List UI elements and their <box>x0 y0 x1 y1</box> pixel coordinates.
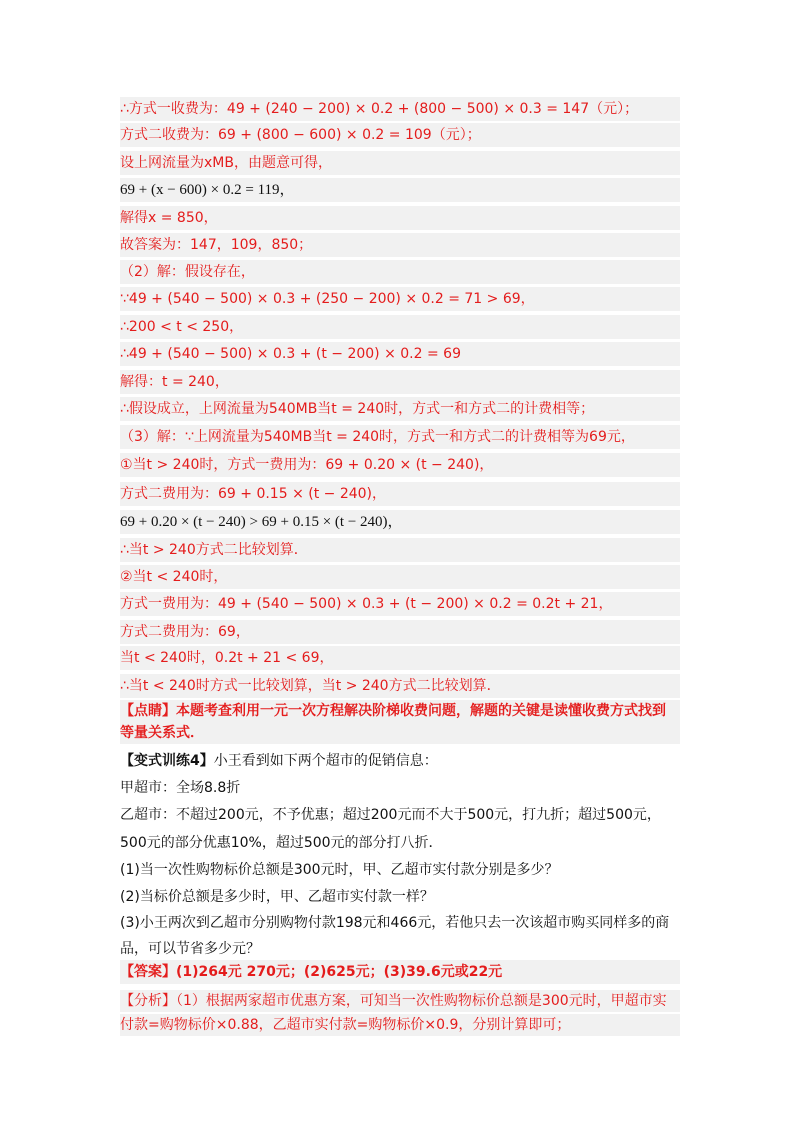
exercise-line-2: 乙超市：不超过200元，不予优惠；超过200元而不大于500元，打九折；超过500元， <box>120 807 661 823</box>
exercise-line-3: 500元的部分优惠10%，超过500元的部分打八折． <box>120 835 443 851</box>
solution-line-8: ∵49 + (540 − 500) × 0.3 + (250 − 200) × 0.2 = 71 > 69， <box>120 287 680 311</box>
solution-line-4: 69 + (x − 600) × 0.2 = 119， <box>120 178 680 202</box>
solution-line-20: 方式二费用为：69， <box>120 620 680 644</box>
solution-line-19: 方式一费用为：49 + (540 − 500) × 0.3 + (t − 200) × 0.2 = 0.2t + 21， <box>120 592 680 616</box>
comment-line-1: 【点睛】本题考查利用一元一次方程解决阶梯收费问题，解题的关键是读懂收费方式找到 <box>120 700 680 722</box>
solution-line-21: 当t < 240时，0.2t + 21 < 69， <box>120 646 680 670</box>
analysis-line-1: 【分析】（1）根据两家超市优惠方案，可知当一次性购物标价总额是300元时，甲超市实 <box>120 990 680 1012</box>
solution-line-15: 方式二费用为：69 + 0.15 × (t − 240)， <box>120 482 680 506</box>
solution-line-14: ①当t > 240时，方式一费用为：69 + 0.20 × (t − 240)， <box>120 453 680 477</box>
solution-line-1: ∴方式一收费为：49 + (240 − 200) × 0.2 + (800 − 500) × 0.3 = 147（元）； <box>120 97 680 121</box>
exercise-line-5: (2)当标价总额是多少时，甲、乙超市实付款一样？ <box>120 889 434 905</box>
solution-line-17: ∴当t > 240方式二比较划算． <box>120 538 680 562</box>
solution-line-5: 解得x = 850， <box>120 206 680 230</box>
exercise-line-1: 甲超市：全场8.8折 <box>120 780 241 796</box>
solution-line-12: ∴假设成立，上网流量为540MB当t = 240时，方式一和方式二的计费相等； <box>120 397 680 421</box>
solution-line-6: 故答案为：147，109，850； <box>120 233 680 257</box>
solution-line-13: （3）解：∵上网流量为540MB当t = 240时，方式一和方式二的计费相等为69元， <box>120 425 680 449</box>
exercise-line-6: (3)小王两次到乙超市分别购物付款198元和466元，若他只去一次该超市购买同样多的商 <box>120 915 670 931</box>
solution-line-9: ∴200 < t < 250， <box>120 315 680 339</box>
exercise-intro: 小王看到如下两个超市的促销信息： <box>213 753 438 769</box>
solution-line-3: 设上网流量为xMB，由题意可得， <box>120 151 680 175</box>
exercise-line-4: (1)当一次性购物标价总额是300元时，甲、乙超市实付款分别是多少？ <box>120 862 559 878</box>
solution-line-2: 方式二收费为：69 + (800 − 600) × 0.2 = 109（元）； <box>120 123 680 147</box>
solution-line-7: （2）解：假设存在， <box>120 260 680 284</box>
solution-line-22: ∴当t < 240时方式一比较划算，当t > 240方式二比较划算． <box>120 674 680 698</box>
comment-line-2: 等量关系式． <box>120 722 680 744</box>
answer-line: 【答案】(1)264元 270元；(2)625元；(3)39.6元或22元 <box>120 960 680 984</box>
exercise-line-7: 品，可以节省多少元？ <box>120 941 260 957</box>
exercise-heading: 【变式训练4】 <box>120 753 214 769</box>
analysis-line-2: 付款=购物标价×0.88，乙超市实付款=购物标价×0.9，分别计算即可； <box>120 1014 680 1036</box>
solution-line-16: 69 + 0.20 × (t − 240) > 69 + 0.15 × (t − 240)， <box>120 510 680 534</box>
exercise-title <box>120 750 680 772</box>
solution-line-11: 解得：t = 240， <box>120 370 680 394</box>
solution-line-18: ②当t < 240时， <box>120 565 680 589</box>
solution-line-10: ∴49 + (540 − 500) × 0.3 + (t − 200) × 0.2 = 69 <box>120 342 680 366</box>
